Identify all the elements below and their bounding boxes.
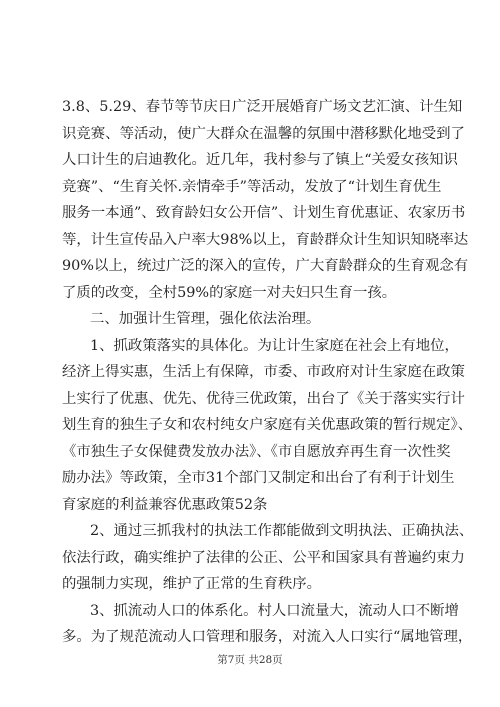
text-line: 等，计生宣传品入户率大98%以上，育龄群众计生知识知晓率达 <box>62 231 469 248</box>
page-footer: 第7页 共28页 <box>217 654 283 666</box>
text-line: 《市独生子女保健费发放办法》、《市自愿放弃再生育一次性奖 <box>62 443 451 460</box>
text-line: 90%以上，统过广泛的深入的宣传，广大育龄群众的生育观念有 <box>62 258 469 274</box>
text-line: 服务一本通”、致育龄妇女公开信”、计划生育优惠证、农家历书 <box>62 205 466 221</box>
text-line: 人口计生的启迪教化。近几年，我村参与了镇上“关爱女孩知识 <box>62 152 458 168</box>
text-line: 励办法》等政策，全市31个部门又制定和出台了有利于计划生 <box>62 470 455 486</box>
text-line: 3、抓流动人口的体系化。村人口流量大，流动人口不断增 <box>90 602 459 619</box>
body-text <box>62 94 474 651</box>
text-line: 了质的改变，全村59%的家庭一对夫妇只生育一孩。 <box>62 284 397 301</box>
text-line: 识竞赛、等活动，使广大群众在温馨的氛围中潜移默化地受到了 <box>62 125 465 142</box>
text-line: 经济上得实惠，生活上有保障，市委、市政府对计生家庭在政策 <box>62 364 465 380</box>
text-line: 依法行政，确实维护了法律的公正、公平和国家具有普遍约束力 <box>62 549 465 566</box>
text-line: 2、通过三抓我村的执法工作都能做到文明执法、正确执法、 <box>90 523 474 539</box>
text-line: 上实行了优惠、优先、优待三优政策，出台了《关于落实实行计 <box>62 390 465 407</box>
text-line: 1、抓政策落实的具体化。为让计生家庭在社会上有地位， <box>90 337 459 354</box>
text-line: 3.8、5.29、春节等节庆日广泛开展婚育广场文艺汇演、计生知 <box>62 99 463 115</box>
text-line: 育家庭的利益兼容优惠政策52条 <box>62 496 268 513</box>
text-line: 的强制力实现，维护了正常的生育秩序。 <box>62 576 322 592</box>
text-line: 多。为了规范流动人口管理和服务，对流入人口实行“属地管理， <box>62 629 473 645</box>
section-heading: 二、加强计生管理，强化依法治理。 <box>90 311 321 327</box>
text-line: 竞赛”、“生育关怀.亲情牵手”等活动，发放了“计划生育优生 <box>62 178 442 195</box>
text-line: 划生育的独生子女和农村纯女户家庭有关优惠政策的暂行规定》、 <box>62 417 473 433</box>
